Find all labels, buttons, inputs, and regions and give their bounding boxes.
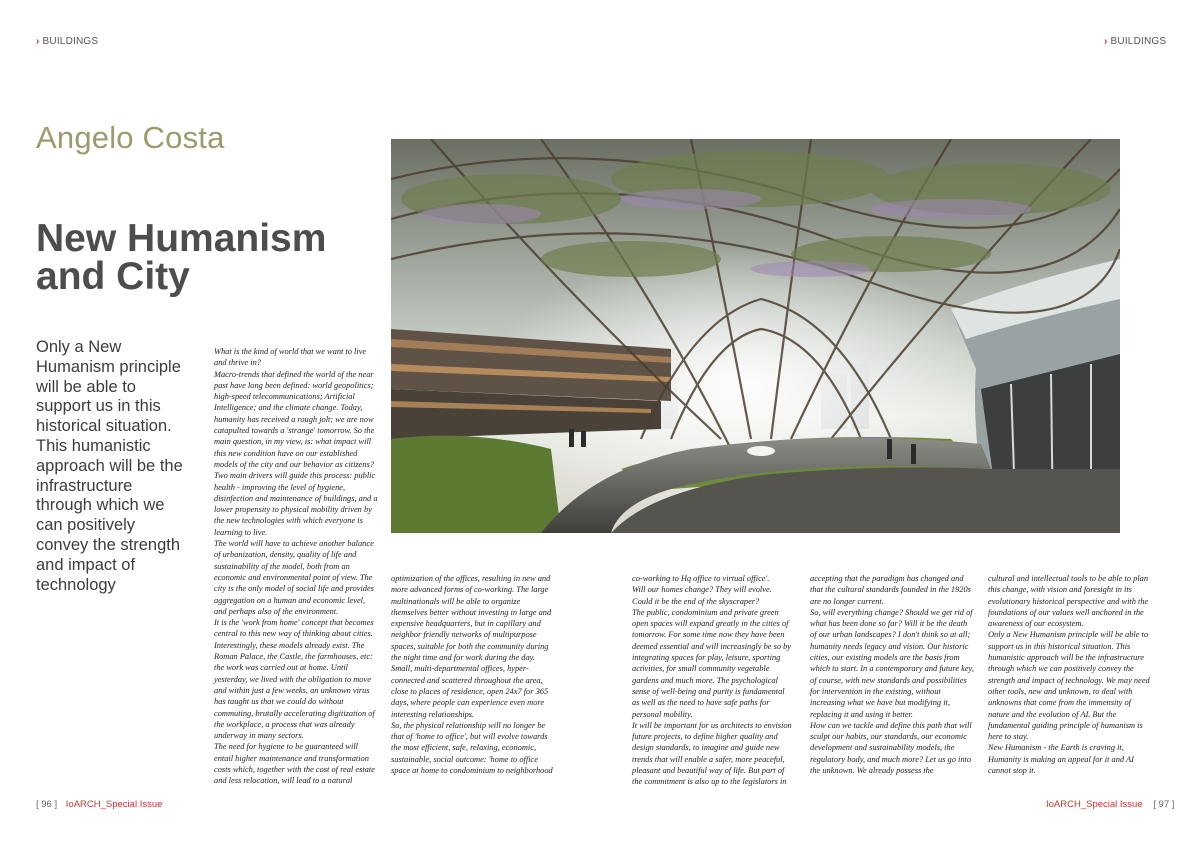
paragraph: Will our homes change? They will evolve.	[632, 585, 772, 595]
paragraph: cultural and intellectual tools to be able to plan this change, with vision and foresight in its evolutionary historical perspective and with the foundations of our values well anchored in the awareness of our ecosystem.	[988, 574, 1149, 629]
body-column-4	[810, 573, 975, 776]
chevron-right-icon: ›	[36, 36, 40, 47]
paragraph: Could it be the end of the skyscraper?	[632, 596, 760, 606]
section-text: BUILDINGS	[42, 36, 99, 47]
rendering-illustration	[391, 139, 1120, 533]
paragraph: optimization of the offices, resulting in new and more advanced forms of co-working. The large multinationals will be able to organize themselves better without investing in large and expensive headquarters, but in capillary and neighbor friendly networks of multipurpose spaces, suitable for both the community during the night time and for work during the day. Small, multi-departmental offices, hyper-connected and scattered throughout the area, close to places of residence, open 24x7 for 365 days, where people can experience even more interesting relationships.	[391, 574, 552, 719]
paragraph: co-working to Hq office to virtual office'.	[632, 574, 770, 583]
body-column-3	[632, 573, 792, 788]
footer-left	[36, 799, 162, 810]
paragraph: So, the physical relationship will no longer be that of 'home to office', but will evolve towards the most efficient, safe, relaxing, economic, sustainable, social outcome: 'home to office space at home to condominium to neighborhood	[391, 720, 553, 776]
paragraph: It is the 'work from home' concept that becomes central to this new way of thinking about cities. Interestingly, these models already exist. The Roman Palace, the Castle, the farmhouses, etc: the work was carried out at home. Until yesterday, we lived with the obligation to move and within just a few weeks, an unknown virus has taught us that we could do without commuting, brutally accelerating digitization of the workplace, a process that was already underway in many sectors.	[214, 618, 375, 741]
section-label-left	[36, 36, 98, 47]
paragraph: New Humanism - the Earth is craving it, Humanity is making an appeal for it and AI cannot stop it.	[988, 743, 1134, 776]
paragraph: Only a New Humanism principle will be able to support us in this historical situation. This humanistic approach will be the infrastructure through which we can positively convey the strength and impact of technology. We may need other tools, new and unknown, to deal with unknowns that come from the immensity of nature and the evolution of AI. But the fundamental guiding principle of humanism is here to stay.	[988, 630, 1150, 742]
article-title	[36, 217, 366, 298]
page-number-right: [ 97 ]	[1153, 799, 1175, 810]
paragraph: It will be important for us architects to envision future projects, to define higher quality and design standards, to imagine and guide new trends that will enable a safer, more peaceful, pleasant and beautiful way of life. But part of the commitment is also up to the legislators in	[632, 720, 792, 787]
page-number-left: [ 96 ]	[36, 799, 58, 810]
body-column-1	[214, 346, 379, 787]
section-text: BUILDINGS	[1110, 36, 1167, 47]
chevron-right-icon: ›	[1104, 36, 1108, 47]
publication-name-right: IoARCH_Special Issue	[1046, 799, 1143, 810]
paragraph: So, will everything change? Should we get rid of what has been done so far? Will it be the death of our urban landscapes? I don't think so at all; humanity needs legacy and vision. Our historic cities, our existing models are the basis from which to start. In a contemporary and future key, of course, with new standards and possibilities for intervention in the existing, without increasing what we have but modifying it, replacing it and using it better.	[810, 607, 974, 719]
paragraph: accepting that the paradigm has changed and that the cultural standards founded in the 1920s are no longer current.	[810, 574, 971, 606]
footer-right	[1046, 799, 1174, 810]
body-column-5	[988, 573, 1153, 776]
paragraph: Two main drivers will guide this process: public health - improving the level of hygiene, disinfection and maintenance of buildings, and a lower propensity to physical mobility driven by the new technologies with which everyone is learning to live.	[214, 471, 378, 537]
publication-name-left: IoARCH_Special Issue	[65, 799, 163, 810]
intro-pullquote: Only a New Humanism principle will be able to support us in this historical situation. This humanistic approach will be the infrastructure through which we can positively convey the strength and impact of technology	[36, 338, 183, 594]
title-line: New Humanism	[36, 217, 327, 260]
title-line: and City	[36, 255, 190, 298]
paragraph: Macro-trends that defined the world of the near past have long been defined: world geopolitics; high-speed telecommunications; Artificial Intelligence; and the climate change. Today, humanity has received a rough jolt; we are now catapulted towards a 'strange' tomorrow. So the main question, in my view, is: what impact will this new condition have on our established models of the city and our behavior as citizens?	[214, 369, 375, 469]
paragraph: How can we tackle and define this path that will sculpt our habits, our standards, our economic development and sustainability models, the regulatory body, and much more? Let us go into the unknown. We already possess the	[810, 720, 972, 776]
paragraph: The public, condominium and private green open spaces will expand greatly in the cities of tomorrow. For some time now they have been deemed essential and will increasingly be so by integrating spaces for play, leisure, sporting activities, for small community vegetable gardens and much more. The psychological sense of well-being and purity is fundamental as well as the need to have safe paths for personal mobility.	[632, 607, 792, 719]
architecture-rendering-image	[391, 139, 1120, 533]
paragraph: The world will have to achieve another balance of urbanization, density, quality of life and sustainability of the model, both from an economic and environmental point of view. The city is the only model of social life and provides aggregation on a human and economic level, and perhaps also of the environment.	[214, 539, 374, 616]
paragraph: What is the kind of world that we want to live and thrive in?	[214, 347, 367, 368]
section-label-right	[1104, 36, 1166, 47]
author-name: Angelo Costa	[36, 120, 225, 155]
body-column-2	[391, 573, 556, 776]
paragraph: The need for hygiene to be guaranteed will entail higher maintenance and transformation costs which, together with the cost of real estate and less relocation, will lead to a natural	[214, 742, 375, 786]
